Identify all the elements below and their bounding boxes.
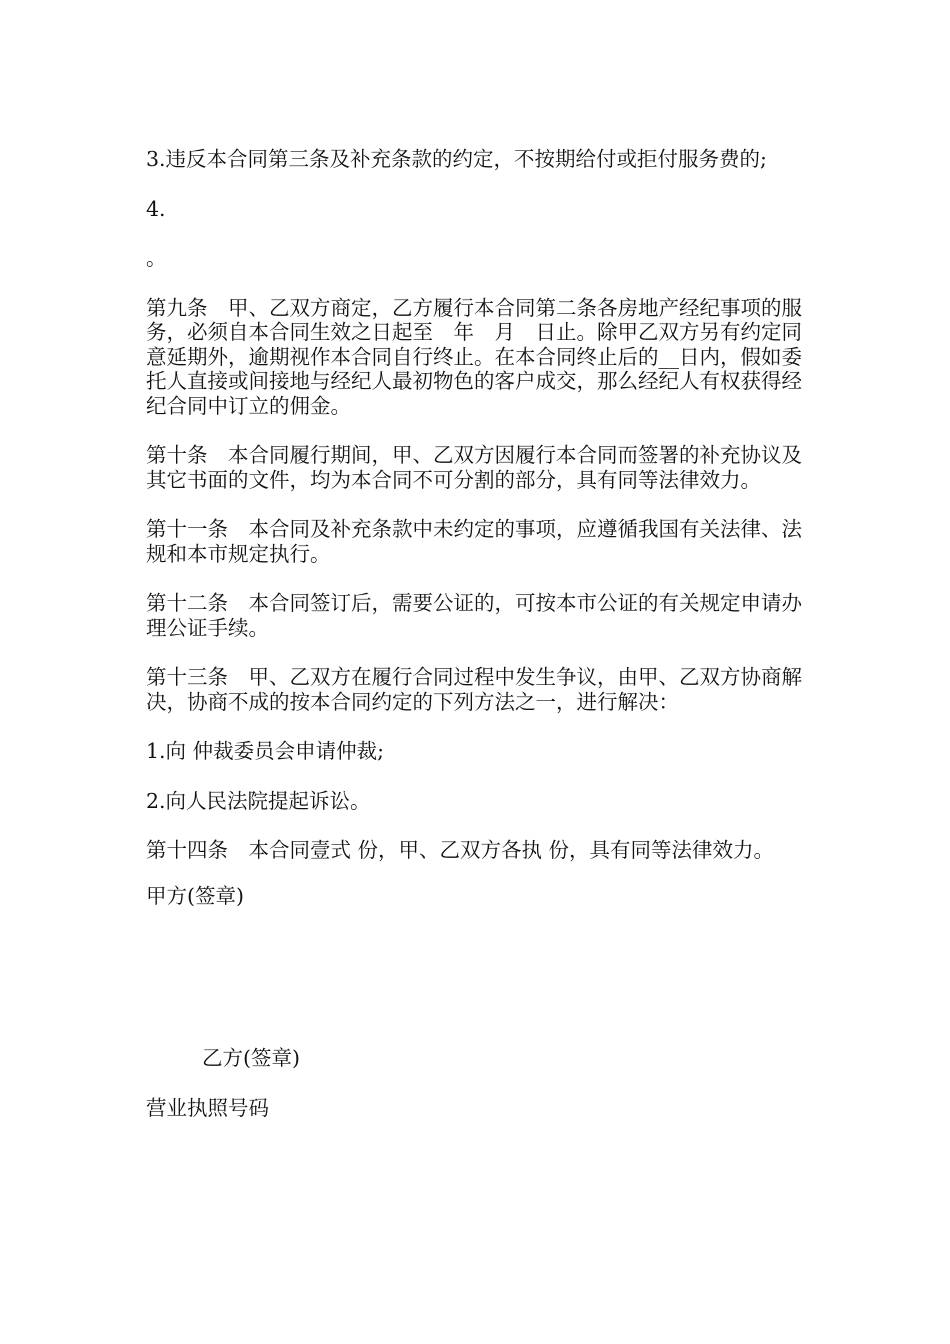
dispute-option-2: 2.向人民法院提起诉讼。	[146, 788, 371, 813]
document-body	[146, 147, 806, 1145]
article-9: 第九条 甲、乙双方商定，乙方履行本合同第二条各房地产经纪事项的服务，必须自本合同生效之日起至 年 月 日止。除甲乙双方另有约定同意延期外，逾期视作本合同自行终止。在本合同终止后的__日内，假如委托人直接或间接地与经纪人最初物色的客户成交，那么经纪人有权获得经纪合同中订立的佣金。	[146, 295, 802, 418]
clause-item-4: 4.	[146, 196, 166, 221]
article-10: 第十条 本合同履行期间，甲、乙双方因履行本合同而签署的补充协议及其它书面的文件，均为本合同不可分割的部分，具有同等法律效力。	[146, 443, 802, 492]
article-13: 第十三条 甲、乙双方在履行合同过程中发生争议，由甲、乙双方协商解决，协商不成的按本合同约定的下列方法之一，进行解决：	[146, 665, 802, 714]
article-14: 第十四条 本合同壹式 份，甲、乙双方各执 份，具有同等法律效力。	[146, 838, 775, 862]
clause-item-end: 。	[146, 246, 167, 270]
business-license-label: 营业执照号码	[146, 1095, 269, 1120]
article-12: 第十二条 本合同签订后，需要公证的，可按本市公证的有关规定申请办理公证手续。	[146, 591, 802, 640]
article-11: 第十一条 本合同及补充条款中未约定的事项，应遵循我国有关法律、法规和本市规定执行。	[146, 517, 802, 566]
party-a-signature: 甲方(签章)	[146, 883, 244, 908]
clause-item-3: 3.违反本合同第三条及补充条款的约定，不按期给付或拒付服务费的;	[146, 147, 767, 171]
party-b-signature: 乙方(签章)	[202, 1046, 300, 1070]
dispute-option-1: 1.向 仲裁委员会申请仲裁;	[146, 739, 384, 763]
